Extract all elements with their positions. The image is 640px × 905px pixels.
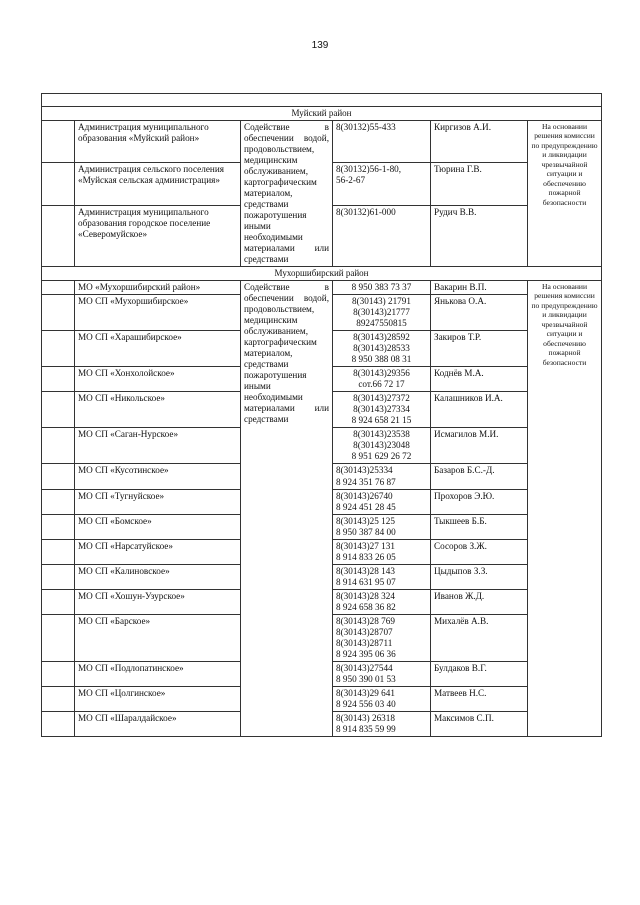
phone-number: 8 950 390 01 53: [336, 674, 396, 684]
organization-cell: МО СП «Мухоршибирское»: [75, 295, 241, 331]
row-number-cell: [42, 712, 75, 737]
row-number-cell: [42, 514, 75, 539]
row-number-cell: [42, 489, 75, 514]
phone-number: 8 924 658 21 15: [351, 415, 412, 426]
organization-cell: Администрация сельского поселения «Муйская сельская администрация»: [75, 163, 241, 206]
section-title: Муйский район: [42, 107, 602, 121]
phone-number: 8 914 631 95 07: [336, 576, 396, 587]
contact-person-cell: Исмагилов М.И.: [431, 428, 528, 464]
phone-number: 8 924 556 03 40: [336, 699, 396, 710]
row-number-cell: [42, 331, 75, 367]
organization-cell: МО СП «Шаралдайское»: [75, 712, 241, 737]
phone-number: 8 950 383 73 37: [351, 282, 412, 292]
organization-cell: МО СП «Харашибирское»: [75, 331, 241, 367]
phone-number: 8(30143)28 143: [336, 565, 395, 576]
phone-number: 8 951 629 26 72: [351, 451, 412, 462]
row-number-cell: [42, 428, 75, 464]
phone-number: 8 950 388 08 31: [351, 354, 412, 365]
contact-person-cell: Максимов С.П.: [431, 712, 528, 737]
phone-number: 8(30132)61-000: [336, 206, 396, 217]
phone-cell: [333, 564, 431, 589]
phone-number: 8(30132)56-1-80,: [336, 164, 402, 175]
organization-cell: МО СП «Саган-Нурское»: [75, 428, 241, 464]
phone-number: 8 924 658 36 82: [336, 601, 396, 612]
phone-number: 8(30143)28533: [353, 343, 410, 354]
contact-person-cell: Булдаков В.Г.: [431, 661, 528, 686]
row-number-cell: [42, 295, 75, 331]
phone-number: 56-2-67: [336, 175, 366, 186]
phone-number: 8(30143)28592: [353, 332, 410, 343]
section-header-row: [42, 267, 602, 281]
row-number-cell: [42, 589, 75, 614]
phone-cell: [333, 712, 431, 737]
phone-cell: [333, 281, 431, 295]
contact-person-cell: Вакарин В.П.: [431, 281, 528, 295]
contacts-table: [41, 93, 602, 737]
table-top-blank-row: [42, 94, 602, 107]
phone-number: 8 924 351 76 87: [336, 476, 396, 487]
phone-cell: [333, 367, 431, 392]
organization-cell: МО «Мухоршибирский район»: [75, 281, 241, 295]
organization-cell: МО СП «Хонхолойское»: [75, 367, 241, 392]
phone-number: 8(30143)29356: [353, 368, 410, 379]
phone-cell: [333, 489, 431, 514]
table-row: [42, 281, 602, 295]
contact-person-cell: Янькова О.А.: [431, 295, 528, 331]
organization-cell: МО СП «Подлопатинское»: [75, 661, 241, 686]
section-title: Мухоршибирский район: [42, 267, 602, 281]
organization-cell: МО СП «Нарсатуйское»: [75, 539, 241, 564]
phone-number: 8(30143)27 131: [336, 540, 395, 551]
contact-person-cell: Матвеев Н.С.: [431, 687, 528, 712]
contact-person-cell: Тюрина Г.В.: [431, 163, 528, 206]
contact-person-cell: Рудич В.В.: [431, 205, 528, 266]
phone-number: 8(30143)27334: [353, 404, 410, 415]
contact-person-cell: Сосоров З.Ж.: [431, 539, 528, 564]
phone-number: 8(30143)28 324: [336, 590, 395, 601]
organization-cell: МО СП «Хошун-Узурское»: [75, 589, 241, 614]
blank-cell: [42, 94, 602, 107]
contact-person-cell: Прохоров Э.Ю.: [431, 489, 528, 514]
assistance-cell: Содействие в обеспечении водой, продовольствием, медицинским обслуживанием, картографическим материалом, средствами пожаротушения иными необходимыми материалами или средствами: [241, 120, 333, 266]
phone-number: 8(30143)25 125: [336, 515, 395, 526]
organization-cell: Администрация муниципального образования городское поселение «Северомуйское»: [75, 205, 241, 266]
phone-cell: [333, 331, 431, 367]
section-header-row: [42, 107, 602, 121]
phone-number: 8 924 395 06 36: [336, 648, 396, 659]
phone-number: 8 950 387 84 00: [336, 526, 396, 537]
phone-cell: [333, 464, 431, 489]
phone-number: 8(30143)23048: [353, 440, 410, 451]
phone-number: сот.66 72 17: [358, 379, 405, 390]
row-number-cell: [42, 687, 75, 712]
organization-cell: МО СП «Никольское»: [75, 392, 241, 428]
row-number-cell: [42, 661, 75, 686]
organization-cell: МО СП «Калиновское»: [75, 564, 241, 589]
organization-cell: МО СП «Тугнуйское»: [75, 489, 241, 514]
row-number-cell: [42, 564, 75, 589]
phone-number: 8(30143)28711: [336, 637, 393, 648]
row-number-cell: [42, 281, 75, 295]
phone-number: 8 924 451 28 45: [336, 501, 396, 512]
contact-person-cell: Коднёв М.А.: [431, 367, 528, 392]
phone-number: 8(30143)27372: [353, 393, 410, 404]
row-number-cell: [42, 367, 75, 392]
phone-cell: [333, 295, 431, 331]
phone-number: 8(30143)26740: [336, 490, 393, 501]
phone-cell: [333, 589, 431, 614]
row-number-cell: [42, 163, 75, 206]
contact-person-cell: Иванов Ж.Д.: [431, 589, 528, 614]
organization-cell: МО СП «Барское»: [75, 614, 241, 661]
phone-number: 8(30143)28 769: [336, 615, 395, 626]
table-body: [42, 94, 602, 737]
phone-number: 8 914 833 26 05: [336, 551, 396, 562]
phone-cell: [333, 428, 431, 464]
phone-number: 8(30143) 21791: [352, 296, 411, 307]
phone-cell: [333, 514, 431, 539]
phone-cell: [333, 205, 431, 266]
row-number-cell: [42, 614, 75, 661]
page-number: 139: [311, 40, 329, 51]
phone-number: 8 914 835 59 99: [336, 724, 396, 735]
phone-number: 8(30143) 26318: [336, 713, 395, 724]
phone-cell: [333, 392, 431, 428]
phone-cell: [333, 163, 431, 206]
contact-person-cell: Закиров Т.Р.: [431, 331, 528, 367]
contact-person-cell: Цыдыпов З.З.: [431, 564, 528, 589]
contact-person-cell: Тыкшеев Б.Б.: [431, 514, 528, 539]
row-number-cell: [42, 539, 75, 564]
row-number-cell: [42, 392, 75, 428]
contact-person-cell: Калашников И.А.: [431, 392, 528, 428]
phone-cell: [333, 661, 431, 686]
phone-number: 8(30143)21777: [353, 307, 410, 318]
phone-number: 89247550815: [356, 318, 407, 329]
organization-cell: МО СП «Кусотинское»: [75, 464, 241, 489]
phone-number: 8(30143)25334: [336, 465, 393, 476]
contact-person-cell: Базаров Б.С.-Д.: [431, 464, 528, 489]
table-row: [42, 120, 602, 163]
phone-number: 8(30143)27544: [336, 662, 393, 673]
basis-cell: На основании решения комиссии по предупреждению и ликвидации чрезвычайной ситуации и обеспечению пожарной безопасности: [528, 120, 602, 266]
phone-cell: [333, 614, 431, 661]
contact-person-cell: Киргизов А.И.: [431, 120, 528, 163]
phone-number: 8(30143)23538: [353, 429, 410, 440]
phone-cell: [333, 687, 431, 712]
contact-person-cell: Михалёв А.В.: [431, 614, 528, 661]
phone-cell: [333, 539, 431, 564]
organization-cell: МО СП «Цолгинское»: [75, 687, 241, 712]
phone-number: 8(30143)28707: [336, 626, 393, 637]
phone-number: 8(30143)29 641: [336, 688, 395, 699]
assistance-cell: Содействие в обеспечении водой, продовольствием, медицинским обслуживанием, картографическим материалом, средствами пожаротушения иными необходимыми материалами или средствами: [241, 281, 333, 737]
row-number-cell: [42, 205, 75, 266]
phone-number: 8(30132)55-433: [336, 121, 396, 132]
organization-cell: МО СП «Бомское»: [75, 514, 241, 539]
organization-cell: Администрация муниципального образования «Муйский район»: [75, 120, 241, 163]
row-number-cell: [42, 464, 75, 489]
basis-cell: На основании решения комиссии по предупреждению и ликвидации чрезвычайной ситуации и обеспечению пожарной безопасности: [528, 281, 602, 737]
phone-cell: [333, 120, 431, 163]
row-number-cell: [42, 120, 75, 163]
